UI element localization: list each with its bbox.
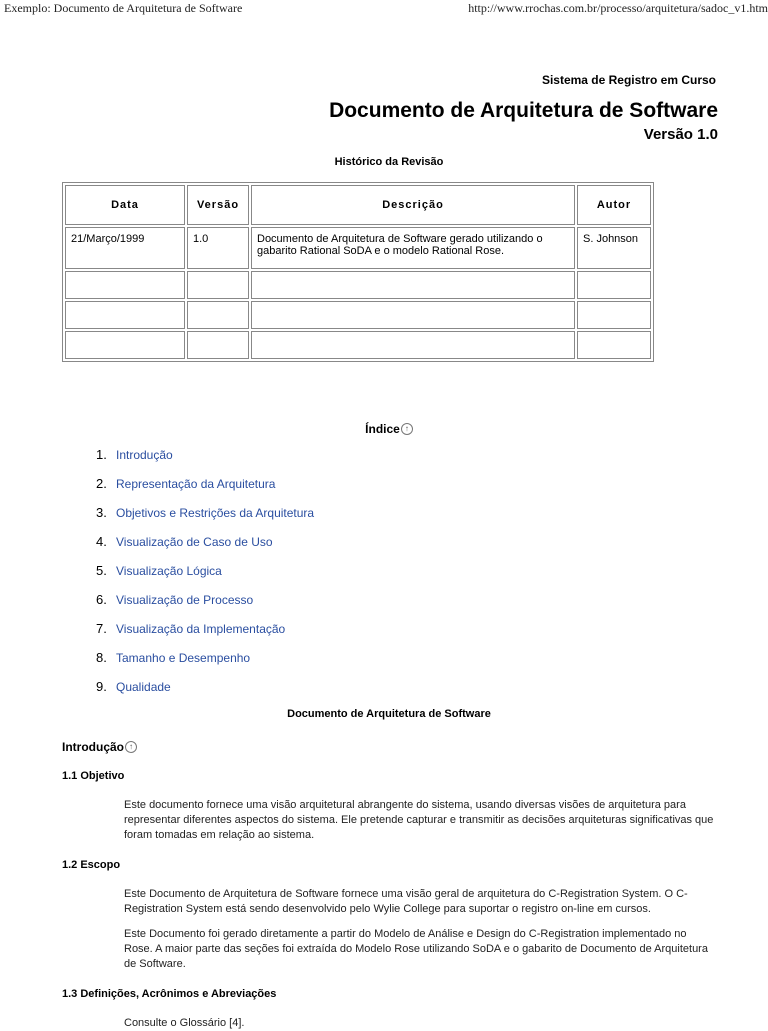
cell-empty [251,331,575,359]
toc-item [96,476,314,505]
toc-number: 3. [96,505,107,520]
section-1-2-heading: 1.2 Escopo [62,859,121,871]
cell-version: 1.0 [187,227,249,269]
cell-description: Documento de Arquitetura de Software gerado utilizando o gabarito Rational SoDA e o modelo Rational Rose. [251,227,575,269]
cell-empty [577,271,651,299]
print-header [0,0,768,18]
cell-empty [187,331,249,359]
table-header-row [65,185,651,225]
toc-link-qualidade[interactable]: Qualidade [116,680,171,694]
cell-empty [65,271,185,299]
print-header-title: Exemplo: Documento de Arquitetura de Software [4,1,243,15]
revision-history-table [62,182,654,362]
cell-empty [577,331,651,359]
toc-item [96,563,314,592]
toc-link-introducao[interactable]: Introdução [116,448,173,462]
index-heading [0,422,768,436]
section-1-3-text: Consulte o Glossário [4]. [124,1017,245,1029]
cell-empty [65,301,185,329]
toc-link-processo[interactable]: Visualização de Processo [116,593,254,607]
table-of-contents [96,447,314,708]
toc-item [96,650,314,679]
up-arrow-icon[interactable]: ↑ [125,741,137,753]
table-row-empty [65,331,651,359]
table-row-empty [65,271,651,299]
toc-number: 2. [96,476,107,491]
toc-number: 8. [96,650,107,665]
toc-link-caso-de-uso[interactable]: Visualização de Caso de Uso [116,535,273,549]
toc-item [96,621,314,650]
toc-link-logica[interactable]: Visualização Lógica [116,564,222,578]
cell-empty [251,301,575,329]
toc-number: 9. [96,679,107,694]
document-title: Documento de Arquitetura de Software [329,99,718,122]
table-row-empty [65,301,651,329]
toc-item [96,592,314,621]
section-1-2-text-1: Este Documento de Arquitetura de Software fornece uma visão geral de arquitetura do C-Registration System. O C-Registration System está sendo desenvolvido pelo Wylie College para suportar o registro on-line em cursos. [124,888,688,915]
toc-item [96,447,314,476]
cell-empty [65,331,185,359]
toc-item [96,534,314,563]
print-header-url: http://www.rrochas.com.br/processo/arquitetura/sadoc_v1.htm [468,1,768,15]
system-name: Sistema de Registro em Curso [541,73,716,87]
header-author: Autor [577,185,651,225]
table-row [65,227,651,269]
body-document-title: Documento de Arquitetura de Software [287,708,491,720]
introduction-heading [62,740,137,754]
header-description: Descrição [251,185,575,225]
cell-empty [577,301,651,329]
header-version: Versão [187,185,249,225]
toc-link-representacao[interactable]: Representação da Arquitetura [116,477,276,491]
up-arrow-icon[interactable]: ↑ [401,423,413,435]
cell-empty [187,271,249,299]
revision-history-title: Histórico da Revisão [334,156,444,168]
section-1-2-text-2: Este Documento foi gerado diretamente a partir do Modelo de Análise e Design do C-Registration implementado no Rose. A maior parte das seções foi extraída do Modelo Rose utilizando SoDA e o gabarito de Documento de Arquitetura de Software. [124,928,708,970]
toc-number: 5. [96,563,107,578]
toc-item [96,505,314,534]
index-title: Índice [365,422,400,436]
section-1-3-heading: 1.3 Definições, Acrônimos e Abreviações [62,988,277,1000]
toc-item [96,679,314,708]
toc-number: 7. [96,621,107,636]
toc-link-tamanho[interactable]: Tamanho e Desempenho [116,651,251,665]
section-1-1-heading: 1.1 Objetivo [62,770,125,782]
section-1-1-text: Este documento fornece uma visão arquitetural abrangente do sistema, usando diversas visões de arquitetura para representar diferentes aspectos do sistema. Ele pretende capturar e transmitir as decisões arquiteturas significativas que foram tomadas em relação ao sistema. [124,799,714,841]
introduction-heading-text: Introdução [62,740,124,754]
toc-number: 6. [96,592,107,607]
toc-link-implementacao[interactable]: Visualização da Implementação [116,622,286,636]
cell-empty [187,301,249,329]
header-date: Data [65,185,185,225]
toc-number: 1. [96,447,107,462]
cell-date: 21/Março/1999 [65,227,185,269]
cell-empty [251,271,575,299]
toc-number: 4. [96,534,107,549]
toc-link-objetivos[interactable]: Objetivos e Restrições da Arquitetura [116,506,315,520]
document-version: Versão 1.0 [643,126,718,143]
cell-author: S. Johnson [577,227,651,269]
